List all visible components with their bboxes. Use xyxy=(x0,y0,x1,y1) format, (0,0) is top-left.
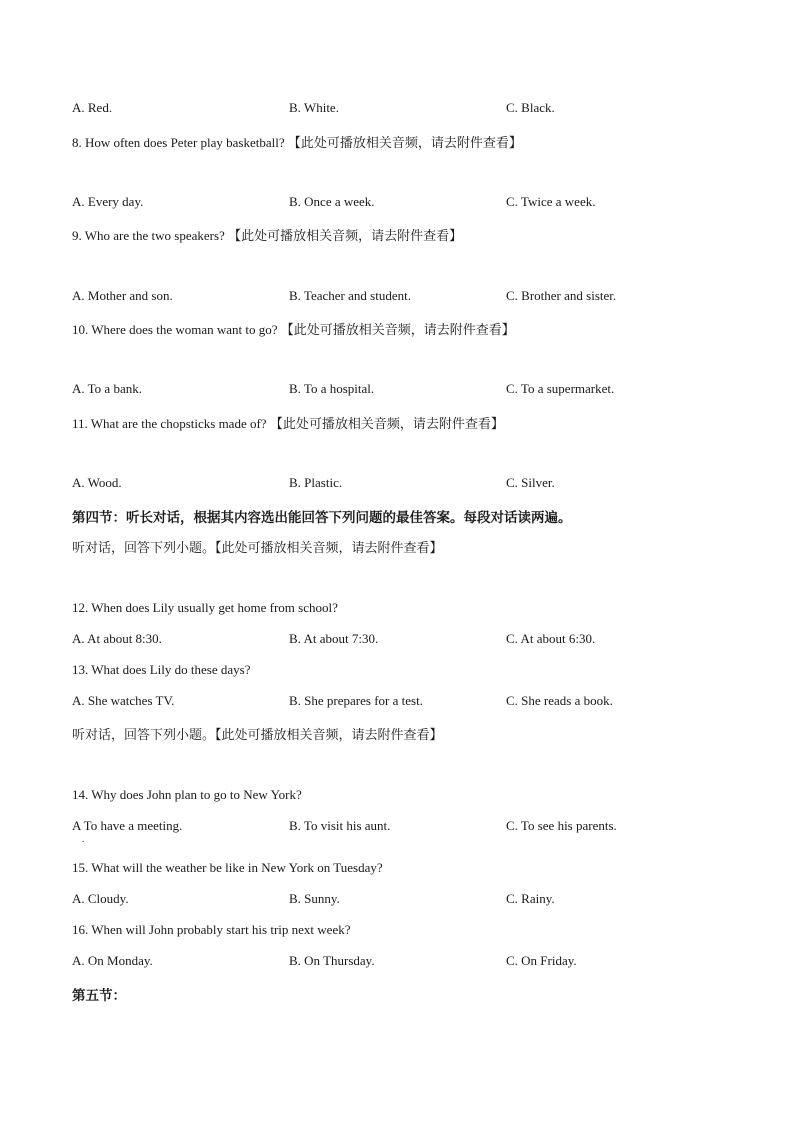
option-b: B. White. xyxy=(289,100,339,115)
option-c: C. Black. xyxy=(506,100,555,115)
option-a: A. Cloudy. xyxy=(72,891,129,906)
option-c: C. Silver. xyxy=(506,475,555,490)
question-text: 14. Why does John plan to go to New York? xyxy=(72,787,302,802)
option-b: B. Plastic. xyxy=(289,475,343,490)
option-b: B. Teacher and student. xyxy=(289,288,411,303)
option-b: B. On Thursday. xyxy=(289,953,375,968)
instruction-text: 听对话，回答下列小题。【此处可播放相关音频，请去附件查看】 xyxy=(72,541,443,556)
option-c: C. To see his parents. xyxy=(506,818,617,833)
question-text: 12. When does Lily usually get home from school? xyxy=(72,600,338,615)
question-text: 11. What are the chopsticks made of? 【此处可播放相关音频，请去附件查看】 xyxy=(72,416,504,431)
option-a: A. At about 8:30. xyxy=(72,631,162,646)
option-a: A. She watches TV. xyxy=(72,693,175,708)
option-b: B. She prepares for a test. xyxy=(289,693,423,708)
question-text: 8. How often does Peter play basketball? 【此处可播放相关音频，请去附件查看】 xyxy=(72,135,522,150)
stray-dot: . xyxy=(82,834,85,844)
option-a: A. Every day. xyxy=(72,194,144,209)
option-b: B. To a hospital. xyxy=(289,381,375,396)
section-heading: 第五节： xyxy=(72,988,126,1004)
option-c: C. On Friday. xyxy=(506,953,577,968)
option-c: C. Brother and sister. xyxy=(506,288,617,303)
question-text: 10. Where does the woman want to go? 【此处可播放相关音频，请去附件查看】 xyxy=(72,322,515,337)
option-a: A. Red. xyxy=(72,100,113,115)
question-text: 13. What does Lily do these days? xyxy=(72,662,251,677)
option-c: C. At about 6:30. xyxy=(506,631,596,646)
option-b: B. Sunny. xyxy=(289,891,340,906)
option-a: A To have a meeting. xyxy=(72,818,183,833)
option-b: B. At about 7:30. xyxy=(289,631,379,646)
option-b: B. Once a week. xyxy=(289,194,375,209)
question-text: 15. What will the weather be like in New York on Tuesday? xyxy=(72,860,383,875)
option-b: B. To visit his aunt. xyxy=(289,818,391,833)
option-c: C. Rainy. xyxy=(506,891,555,906)
option-c: C. Twice a week. xyxy=(506,194,596,209)
option-c: C. She reads a book. xyxy=(506,693,613,708)
option-a: A. On Monday. xyxy=(72,953,153,968)
option-a: A. Mother and son. xyxy=(72,288,173,303)
option-a: A. To a bank. xyxy=(72,381,142,396)
instruction-text: 听对话，回答下列小题。【此处可播放相关音频，请去附件查看】 xyxy=(72,728,443,743)
section-heading: 第四节：听长对话，根据其内容选出能回答下列问题的最佳答案。每段对话读两遍。 xyxy=(72,510,572,526)
option-a: A. Wood. xyxy=(72,475,122,490)
question-text: 9. Who are the two speakers? 【此处可播放相关音频，请去附件查看】 xyxy=(72,228,463,243)
option-c: C. To a supermarket. xyxy=(506,381,615,396)
question-text: 16. When will John probably start his trip next week? xyxy=(72,922,351,937)
